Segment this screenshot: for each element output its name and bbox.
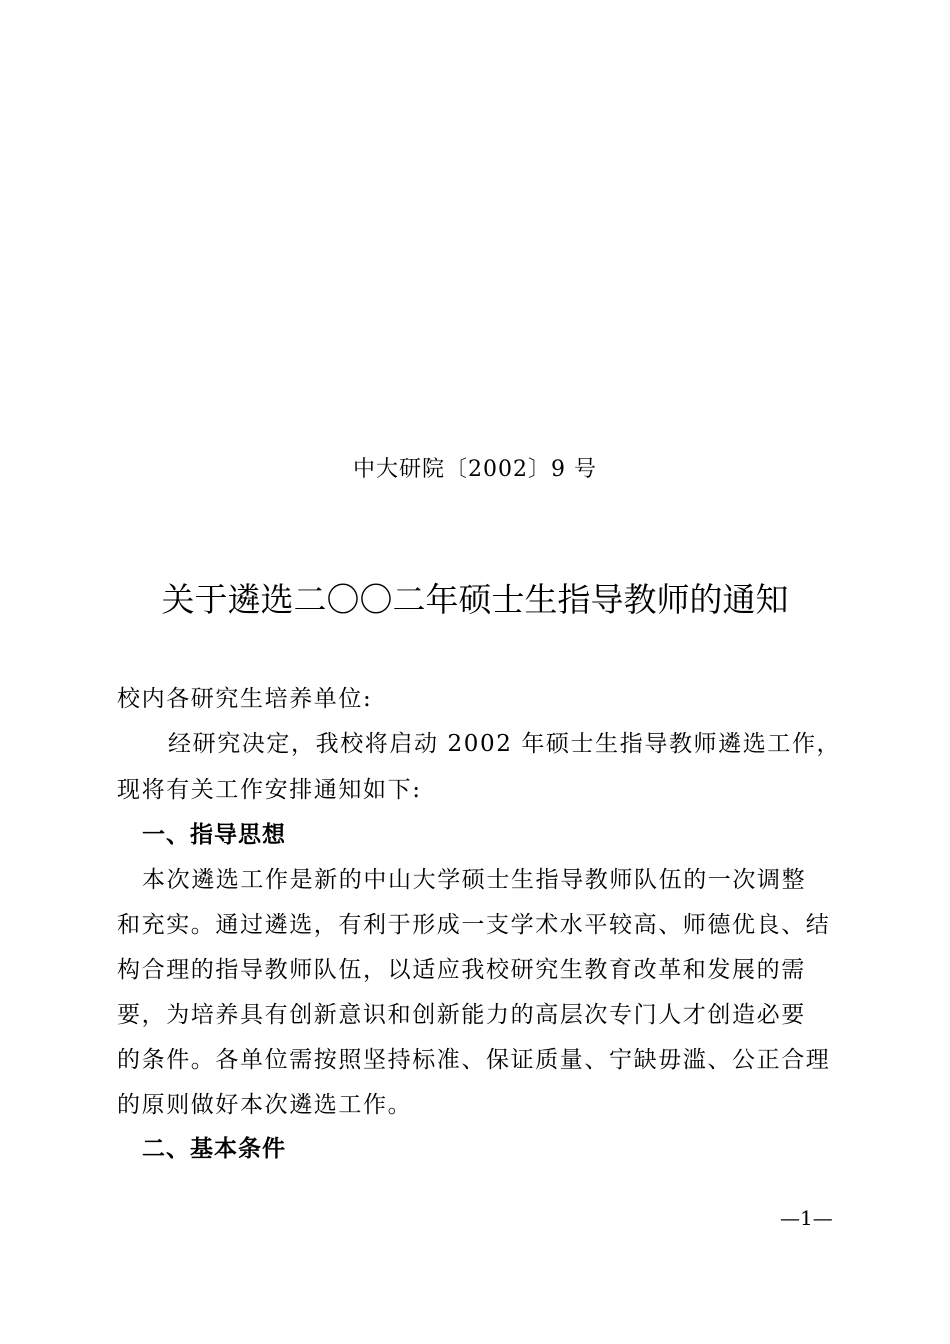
document-title: 关于遴选二〇〇二年硕士生指导教师的通知 [161,580,789,619]
paragraph-line: 和充实。通过遴选，有利于形成一支学术水平较高、师德优良、结 [117,912,831,938]
paragraph-line: 的条件。各单位需按照坚持标准、保证质量、宁缺毋滥、公正合理 [117,1047,831,1073]
section-heading-guiding-principle: 一、指导思想 [142,822,286,848]
paragraph-line: 本次遴选工作是新的中山大学硕士生指导教师队伍的一次调整 [142,867,807,893]
page-number: —1— [780,1206,833,1230]
salutation: 校内各研究生培养单位: [117,686,373,712]
intro-line: 现将有关工作安排通知如下: [117,777,422,803]
paragraph-line: 构合理的指导教师队伍，以适应我校研究生教育改革和发展的需 [117,957,806,983]
paragraph-line: 的原则做好本次遴选工作。 [117,1092,413,1118]
section-heading-basic-conditions: 二、基本条件 [142,1136,286,1162]
document-number: 中大研院〔2002〕9 号 [353,457,597,482]
intro-line: 经研究决定，我校将启动 2002 年硕士生指导教师遴选工作， [168,731,842,757]
paragraph-line: 要，为培养具有创新意识和创新能力的高层次专门人才创造必要 [117,1002,806,1028]
